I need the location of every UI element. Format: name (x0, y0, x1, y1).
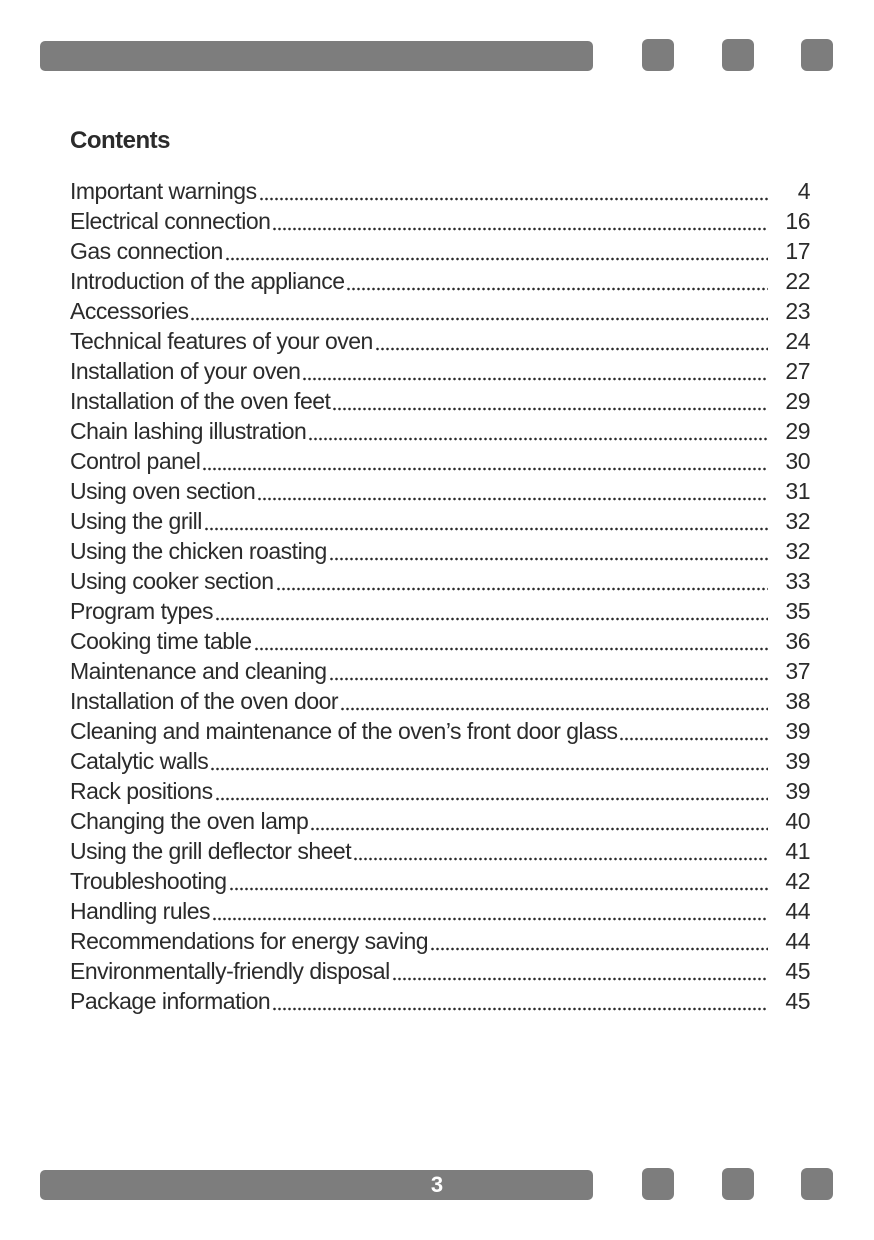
toc-dotted-leader (216, 797, 768, 801)
toc-entry-title: Handling rules (70, 898, 211, 924)
toc-entry-page: 36 (785, 628, 810, 654)
toc-entry-title: Maintenance and cleaning (70, 658, 327, 684)
toc-row (70, 986, 810, 1016)
toc-entry-title: Introduction of the appliance (70, 268, 345, 294)
header-square-3 (801, 39, 833, 71)
toc-entry-title: Troubleshooting (70, 868, 227, 894)
toc-row (70, 746, 810, 776)
toc-entry-page: 35 (785, 598, 810, 624)
toc-entry-title: Gas connection (70, 238, 223, 264)
toc-dotted-leader (211, 767, 768, 771)
toc-row (70, 596, 810, 626)
toc-dotted-leader (347, 287, 768, 291)
toc-entry-title: Using cooker section (70, 568, 274, 594)
toc-row (70, 536, 810, 566)
toc-entry-page: 44 (785, 928, 810, 954)
toc-entry-page: 37 (785, 658, 810, 684)
toc-entry-page: 33 (785, 568, 810, 594)
toc-row (70, 866, 810, 896)
toc-entry-page: 29 (785, 418, 810, 444)
toc-entry-page: 45 (785, 958, 810, 984)
toc-dotted-leader (273, 227, 768, 231)
toc-dotted-leader (354, 857, 768, 861)
toc-row (70, 896, 810, 926)
toc-entry-title: Technical features of your oven (70, 328, 373, 354)
toc-dotted-leader (191, 317, 768, 321)
toc-entry-page: 40 (785, 808, 810, 834)
toc-row (70, 566, 810, 596)
toc-entry-title: Changing the oven lamp (70, 808, 309, 834)
toc-entry-page: 39 (785, 778, 810, 804)
toc-entry-title: Control panel (70, 448, 201, 474)
toc-entry-title: Chain lashing illustration (70, 418, 307, 444)
header-bar (40, 41, 593, 71)
toc-entry-title: Environmentally-friendly disposal (70, 958, 390, 984)
toc-entry-page: 45 (785, 988, 810, 1014)
toc-row (70, 836, 810, 866)
toc-entry-title: Installation of the oven feet (70, 388, 331, 414)
toc-entry-page: 16 (785, 208, 810, 234)
toc-row (70, 356, 810, 386)
toc-dotted-leader (273, 1007, 768, 1011)
toc-dotted-leader (311, 827, 768, 831)
toc-dotted-leader (330, 677, 768, 681)
toc-row (70, 806, 810, 836)
toc-row (70, 476, 810, 506)
toc-row (70, 296, 810, 326)
toc-dotted-leader (277, 587, 769, 591)
toc-entry-page: 42 (785, 868, 810, 894)
toc-dotted-leader (230, 887, 768, 891)
toc-row (70, 176, 810, 206)
toc-entry-page: 27 (785, 358, 810, 384)
toc-entry-title: Rack positions (70, 778, 213, 804)
toc-entry-page: 39 (785, 718, 810, 744)
contents-heading: Contents (70, 127, 170, 154)
toc-row (70, 266, 810, 296)
toc-row (70, 506, 810, 536)
header-square-2 (722, 39, 754, 71)
toc-dotted-leader (213, 917, 768, 921)
toc-entry-title: Installation of the oven door (70, 688, 339, 714)
toc-entry-title: Using the grill deflector sheet (70, 838, 352, 864)
toc-dotted-leader (303, 377, 768, 381)
toc-entry-page: 30 (785, 448, 810, 474)
toc-row (70, 656, 810, 686)
toc-dotted-leader (226, 257, 768, 261)
toc-dotted-leader (620, 737, 768, 741)
toc-dotted-leader (205, 527, 768, 531)
toc-row (70, 236, 810, 266)
toc-row (70, 446, 810, 476)
toc-row (70, 956, 810, 986)
header-square-1 (642, 39, 674, 71)
toc-dotted-leader (309, 437, 768, 441)
toc-entry-page: 23 (785, 298, 810, 324)
toc-entry-title: Important warnings (70, 178, 257, 204)
toc-entry-page: 38 (785, 688, 810, 714)
toc-entry-title: Catalytic walls (70, 748, 209, 774)
toc-entry-title: Installation of your oven (70, 358, 301, 384)
toc-row (70, 626, 810, 656)
toc-dotted-leader (258, 497, 768, 501)
toc-row (70, 386, 810, 416)
toc-entry-title: Cooking time table (70, 628, 252, 654)
toc-dotted-leader (255, 647, 769, 651)
toc-row (70, 776, 810, 806)
toc-dotted-leader (216, 617, 768, 621)
toc-entry-page: 22 (785, 268, 810, 294)
toc-entry-page: 41 (785, 838, 810, 864)
toc-entry-page: 4 (797, 178, 810, 204)
toc-entry-title: Using the chicken roasting (70, 538, 327, 564)
toc-row (70, 326, 810, 356)
toc-entry-page: 29 (785, 388, 810, 414)
toc-dotted-leader (393, 977, 768, 981)
toc-dotted-leader (333, 407, 768, 411)
toc-entry-page: 44 (785, 898, 810, 924)
toc-entry-title: Package information (70, 988, 271, 1014)
toc-entry-title: Cleaning and maintenance of the oven’s front door glass (70, 718, 618, 744)
toc-dotted-leader (376, 347, 768, 351)
toc-entry-title: Recommendations for energy saving (70, 928, 429, 954)
toc-dotted-leader (260, 197, 768, 201)
toc-entry-title: Using oven section (70, 478, 256, 504)
toc-entry-title: Program types (70, 598, 214, 624)
toc-row (70, 416, 810, 446)
toc-row (70, 716, 810, 746)
toc-row (70, 686, 810, 716)
toc-entry-page: 32 (785, 508, 810, 534)
toc-entry-page: 24 (785, 328, 810, 354)
footer-page-number: 3 (430, 1172, 444, 1197)
toc-dotted-leader (431, 947, 768, 951)
toc-dotted-leader (341, 707, 768, 711)
toc-dotted-leader (330, 557, 768, 561)
toc-entry-page: 31 (785, 478, 810, 504)
toc-row (70, 206, 810, 236)
toc-row (70, 926, 810, 956)
toc-entry-title: Electrical connection (70, 208, 271, 234)
toc-entry-title: Accessories (70, 298, 189, 324)
toc-entry-title: Using the grill (70, 508, 202, 534)
toc-dotted-leader (203, 467, 768, 471)
toc-list (70, 176, 810, 1016)
toc-entry-page: 17 (785, 238, 810, 264)
toc-entry-page: 32 (785, 538, 810, 564)
toc-entry-page: 39 (785, 748, 810, 774)
